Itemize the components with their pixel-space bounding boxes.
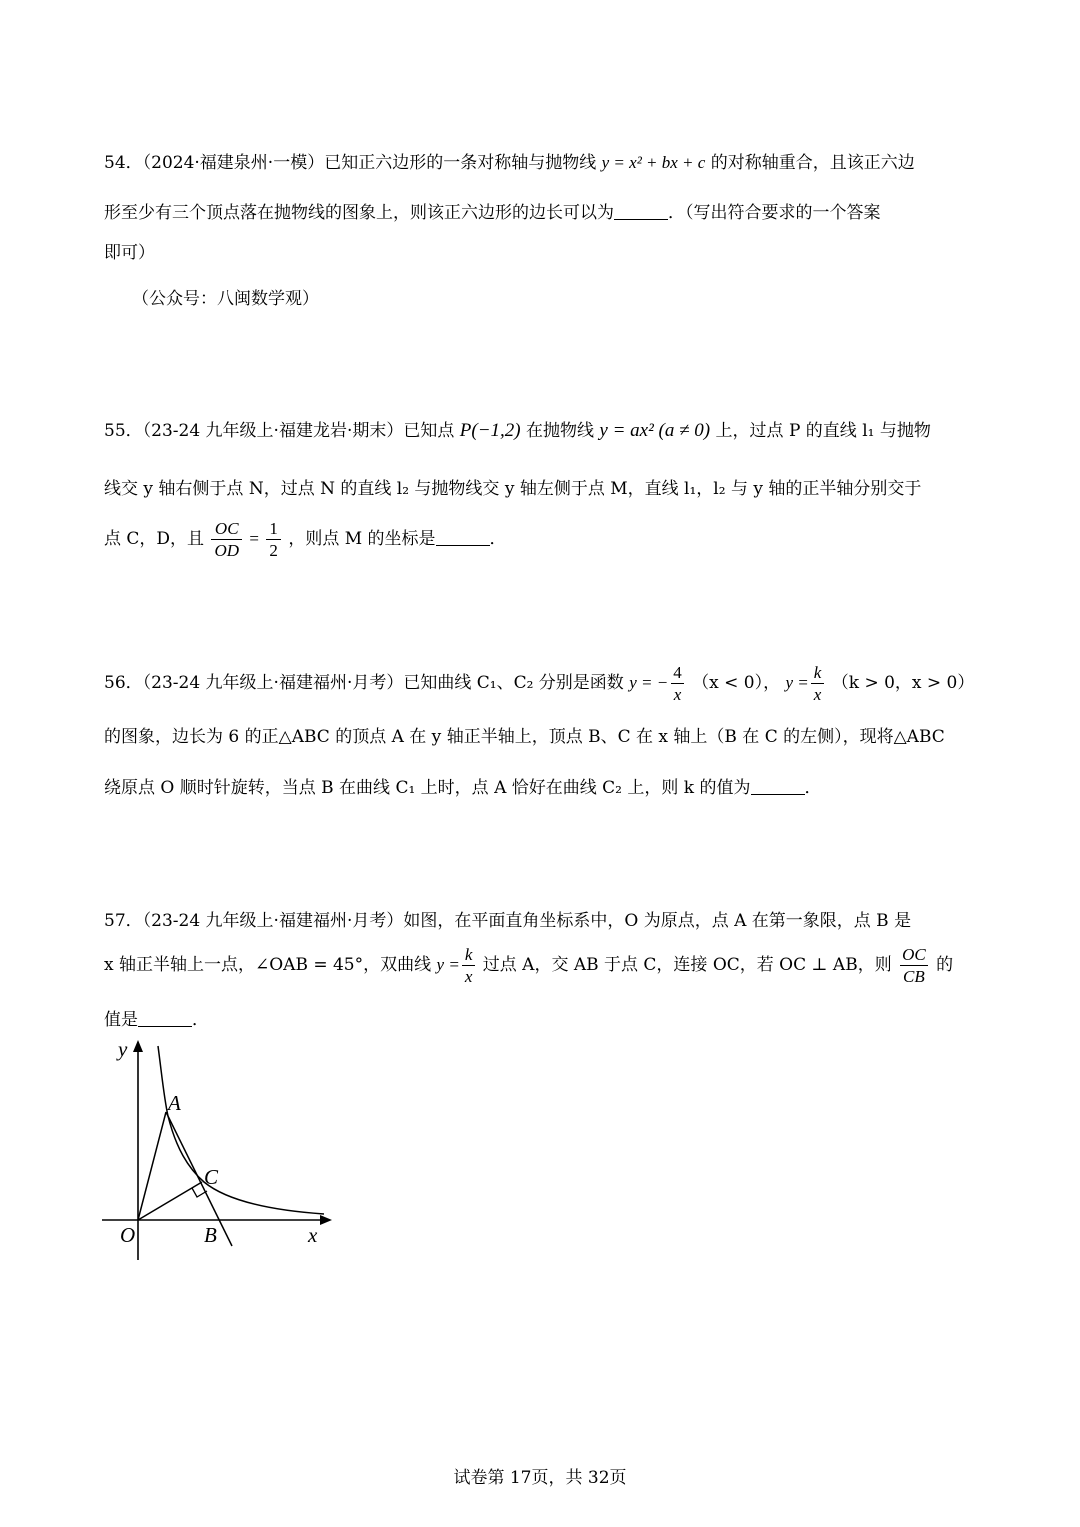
q57-h-num: k: [464, 945, 473, 964]
q56-end: ．: [804, 778, 822, 798]
q54-text-2b: ．（写出符合要求的一个答案: [668, 203, 881, 223]
q56-answer-blank[interactable]: [751, 778, 805, 795]
q54-line3: [104, 238, 155, 263]
q57-figure: [96, 1036, 346, 1266]
q57-number: 57．: [104, 911, 143, 931]
y-axis-arrow: [133, 1040, 143, 1052]
q54-line2: [104, 198, 881, 223]
q57-hyperbola-frac: [462, 946, 476, 985]
q54-note-text: （公众号：八闽数学观）: [132, 289, 319, 309]
q55-number: 55．: [104, 421, 143, 441]
q55-curve: y = ax² (a ≠ 0): [599, 420, 711, 441]
q56-f2-frac: [811, 664, 825, 703]
q55-text-2: 线交 y 轴右侧于点 N，过点 N 的直线 l₂ 与抛物线交 y 轴左侧于点 M，直线 l₁，l₂ 与 y 轴的正半轴分别交于: [104, 479, 922, 499]
q57-end: ．: [192, 1010, 209, 1030]
q54-parabola: y = x² + bx + c: [601, 153, 706, 172]
q56-f1-frac: [670, 664, 685, 703]
q55-ratio-num: OC: [214, 519, 239, 538]
q57-ratio-den: CB: [900, 965, 928, 985]
q55-half: [266, 520, 281, 559]
label-a: A: [168, 1091, 181, 1115]
q57-answer-blank[interactable]: [138, 1010, 192, 1027]
label-x: x: [308, 1223, 318, 1247]
q57-hyperbola-lhs: y =: [436, 955, 460, 974]
q55-line1: [104, 416, 931, 442]
q57-text-2c: 的: [936, 955, 954, 975]
q57-text-3a: 值是: [104, 1010, 138, 1030]
q56-f2-den: x: [811, 683, 825, 703]
q56-f2-lhs: y =: [785, 673, 809, 692]
q55-text-b: 在抛物线: [526, 421, 595, 441]
q55-point-p: P(−1,2): [459, 420, 521, 441]
q57-source: （23-24 九年级上·福建福州·月考）: [142, 911, 404, 931]
segment-oa: [138, 1112, 166, 1220]
q56-f1-cond: （x < 0），: [692, 673, 781, 693]
q57-h-den: x: [462, 965, 476, 985]
q56-f2-cond: （k > 0，x > 0）: [831, 673, 975, 693]
label-b: B: [204, 1223, 217, 1247]
q57-ratio-num: OC: [902, 945, 926, 964]
q56-line1: [104, 664, 974, 703]
q54-line1: [104, 148, 915, 173]
q56-f1-den: x: [671, 683, 685, 703]
q55-text-3b: ，则点 M 的坐标是: [288, 529, 436, 549]
q56-text-3a: 绕原点 O 顺时针旋转，当点 B 在曲线 C₁ 上时，点 A 恰好在曲线 C₂ 上，则 k 的值为: [104, 778, 751, 798]
q54-text-2a: 形至少有三个顶点落在抛物线的图象上，则该正六边形的边长可以为: [104, 203, 614, 223]
label-c: C: [204, 1165, 219, 1189]
q54-text: 已知正六边形的一条对称轴与抛物线: [324, 153, 597, 173]
q55-text-3a: 点 C，D，且: [104, 529, 205, 549]
q57-text-2a: x 轴正半轴上一点，∠OAB = 45°，双曲线: [104, 955, 432, 975]
q54-text-3: 即可）: [104, 243, 155, 263]
q55-half-den: 2: [266, 539, 281, 559]
q54-source: （2024·福建泉州·一模）: [142, 153, 325, 173]
label-o: O: [120, 1223, 136, 1247]
q57-text-1: 如图，在平面直角坐标系中，O 为原点，点 A 在第一象限，点 B 是: [403, 911, 912, 931]
q55-answer-blank[interactable]: [436, 529, 490, 546]
q54-note: [132, 284, 319, 309]
q56-number: 56．: [104, 673, 143, 693]
x-axis-arrow: [320, 1215, 332, 1225]
q55-line3: [104, 520, 507, 559]
q57-line1: [104, 906, 911, 931]
q57-line2: [104, 946, 953, 985]
q56-source: （23-24 九年级上·福建福州·月考）: [142, 673, 404, 693]
q55-ratio-oc-od: [211, 520, 242, 559]
q56-text-2: 的图象，边长为 6 的正△ABC 的顶点 A 在 y 轴正半轴上，顶点 B、C 在 x 轴上（B 在 C 的左侧），现将△ABC: [104, 727, 945, 747]
q56-line2: [104, 722, 945, 747]
label-y: y: [118, 1037, 128, 1061]
q56-line3: [104, 773, 822, 798]
q57-line3: [104, 1005, 209, 1030]
q54-answer-blank[interactable]: [614, 203, 668, 220]
q55-text-c: 上，过点 P 的直线 l₁ 与抛物: [715, 421, 931, 441]
q55-text-a: 已知点: [403, 421, 455, 441]
q56-text-a: 已知曲线 C₁、C₂ 分别是函数: [403, 673, 624, 693]
q55-line2: [104, 474, 921, 499]
q55-source: （23-24 九年级上·福建龙岩·期末）: [142, 421, 404, 441]
q57-text-2b: 过点 A，交 AB 于点 C，连接 OC，若 OC ⊥ AB，则: [482, 955, 892, 975]
q54-number: 54．: [104, 153, 143, 173]
segment-ab: [166, 1112, 232, 1246]
q55-ratio-den: OD: [211, 539, 242, 559]
q55-half-num: 1: [269, 519, 278, 538]
q55-end: ．: [489, 529, 507, 549]
q56-f2-num: k: [813, 663, 822, 682]
page-footer: 试卷第 17页，共 32页: [453, 1468, 627, 1488]
q56-f1-lhs: y = −: [629, 673, 669, 692]
q56-f1-num: 4: [673, 663, 682, 682]
segment-oc: [138, 1182, 202, 1220]
q55-equals: =: [249, 529, 260, 548]
q57-ratio-oc-cb: [899, 946, 929, 985]
q54-text-b: 的对称轴重合，且该正六边: [710, 153, 915, 173]
hyperbola-curve: [158, 1046, 324, 1214]
